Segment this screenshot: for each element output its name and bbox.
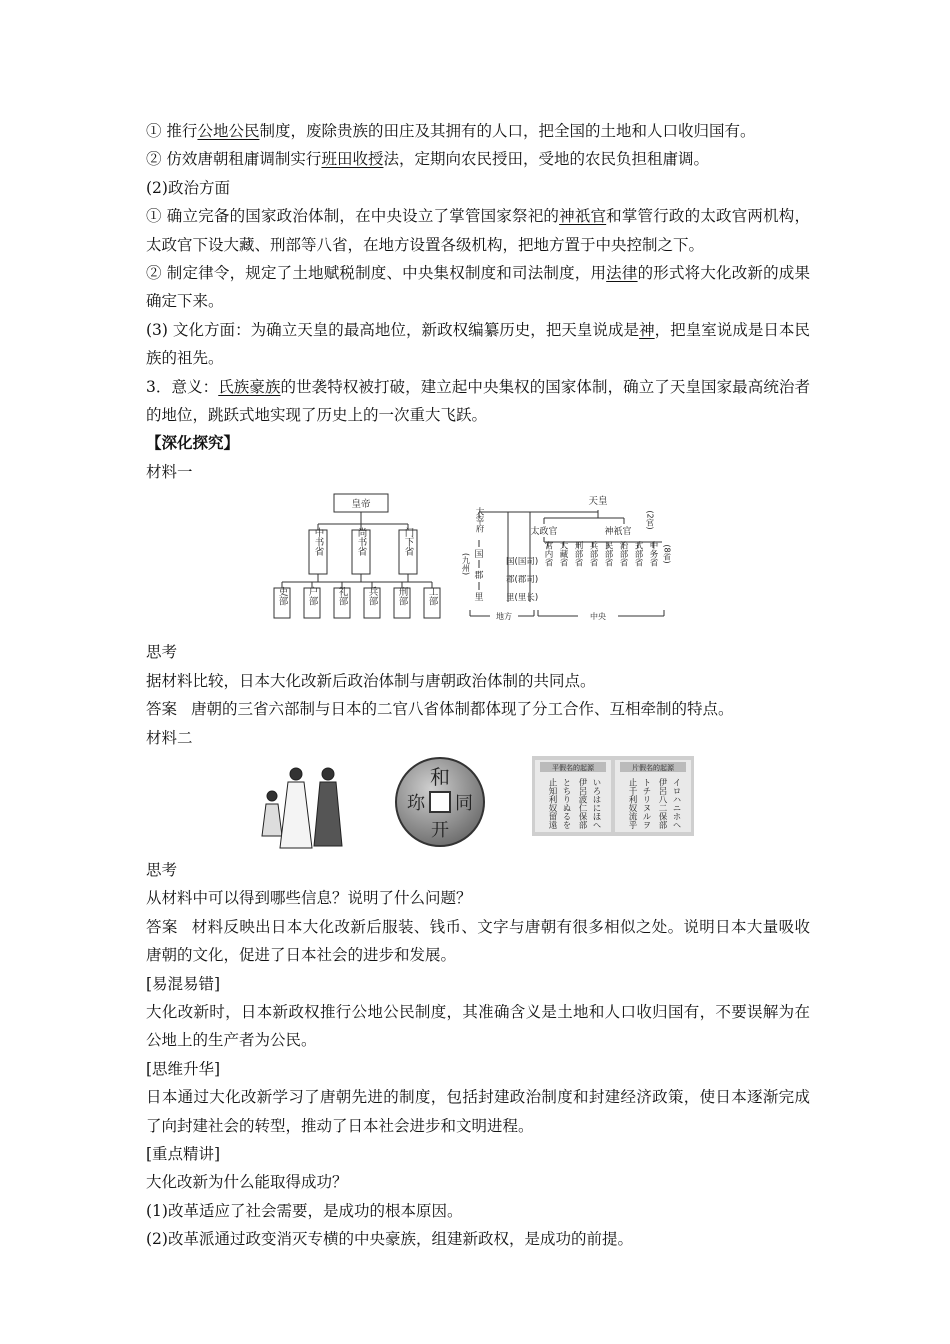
- material-1-title: 材料一: [146, 462, 193, 481]
- japan-sheng: 治部省: [618, 541, 628, 568]
- tang-emperor: 皇帝: [351, 499, 371, 511]
- japan-guo2: 国(国司): [506, 557, 539, 568]
- material-2-title: 材料二: [146, 728, 193, 747]
- japan-emperor: 天皇: [588, 496, 608, 508]
- japan-jun2: 郡(郡司): [506, 575, 539, 586]
- tang-sheng: 门下省: [402, 528, 414, 557]
- coin-char: 同: [455, 792, 473, 814]
- japan-two-guan: (2官): [645, 510, 655, 530]
- tang-sheng: 中书省: [312, 528, 324, 557]
- tang-sheng: 尚书省: [355, 528, 367, 557]
- think-1-question: 据材料比较，日本大化改新后政治体制与唐朝政治体制的共同点。: [146, 671, 596, 690]
- underlined-term: 法律: [606, 264, 638, 283]
- kana-column: 止知利奴留遠: [547, 777, 557, 829]
- japan-li: 里: [474, 593, 484, 604]
- para-equal-field: ② 仿效唐朝租庸调制实行班田收授法，定期向农民授田，受地的农民负担租庸调。: [146, 150, 709, 169]
- section-title-confusion: [易混易错]: [146, 974, 221, 993]
- section-title-key-points: [重点精讲]: [146, 1144, 221, 1163]
- japan-sheng: 中务省: [648, 541, 658, 568]
- confusion-text: 大化改新时，日本新政权推行公地公民制度，其准确含义是土地和人口收归国有，不要误解为在公地上的生产者为公民。: [146, 1002, 810, 1050]
- japan-dazaifu: 大宰府: [474, 507, 484, 534]
- japan-guo: 国: [474, 550, 484, 561]
- para-laws: ② 制定律令，规定了土地赋税制度、中央集权制度和司法制度，用法律的形式将大化改新的成果确定下来。: [146, 264, 810, 311]
- japan-guan: 神祇官: [604, 527, 632, 538]
- key-point-2: (2)改革派通过政变消灭专横的中央豪族，组建新政权，是成功的前提。: [146, 1230, 633, 1249]
- japan-zhongyang: 中央: [590, 612, 606, 622]
- kana-column: トチリヌルヲ: [641, 777, 651, 829]
- japan-sheng: 大藏省: [558, 541, 568, 568]
- para-land-system: ① 推行公地公民制度，废除贵族的田庄及其拥有的人口，把全国的土地和人口收归国有。: [146, 122, 756, 140]
- japan-eight-sheng: (8省): [662, 544, 672, 564]
- think-2-answer: 答案 材料反映出日本大化改新后服装、钱币、文字与唐朝有很多相似之处。说明日本大量吸收唐朝的文化，促进了日本社会的进步和发展。: [146, 917, 810, 965]
- underlined-term: 氏族豪族: [218, 377, 281, 396]
- japan-jun: 郡: [474, 571, 484, 582]
- tang-style-clothing-figures: [256, 756, 352, 852]
- kana-column: イロハニホヘ: [671, 777, 681, 829]
- japan-difang: 地方: [496, 612, 512, 622]
- japan-kyushu: (九州): [461, 553, 471, 576]
- underlined-term: 神祇官: [559, 207, 607, 226]
- tang-bu: 礼部: [336, 586, 348, 606]
- document-page: [146, 117, 810, 1254]
- section-title-deep: 【深化探究】: [146, 433, 240, 453]
- japan-sheng: 宫内省: [543, 541, 553, 568]
- key-points-question: 大化改新为什么能取得成功？: [146, 1173, 348, 1192]
- government-structure-diagram: [272, 492, 672, 632]
- japan-sheng: 民部省: [603, 541, 613, 568]
- coin-char: 开: [431, 819, 449, 841]
- underlined-term: 神: [639, 320, 655, 339]
- wadokaichin-coin: [392, 754, 488, 850]
- coin-char: 珎: [407, 792, 425, 814]
- think-1-answer: 答案 唐朝的三省六部制与日本的二官八省体制都体现了分工合作、互相牵制的特点。: [146, 700, 734, 719]
- kana-right-title: 片假名的起源: [632, 763, 674, 772]
- tang-bu: 兵部: [366, 586, 378, 606]
- section-title-thinking: [思维升华]: [146, 1059, 221, 1078]
- kana-origin-chart: [532, 756, 694, 836]
- japan-sheng: 兵部省: [588, 541, 598, 568]
- tang-bu: 户部: [306, 586, 318, 606]
- heading-politics: (2)政治方面: [146, 178, 230, 197]
- coin-char: 和: [430, 764, 450, 789]
- japan-li2: 里(里长): [506, 593, 539, 604]
- para-significance: 3．意义：氏族豪族的世袭特权被打破，建立起中央集权的国家体制，确立了天皇国家最高统治者的地位，跳跃式地实现了历史上的一次重大飞跃。: [146, 377, 810, 425]
- tang-bu: 刑部: [396, 586, 408, 606]
- material-2-images: [146, 754, 810, 854]
- tang-bu: 工部: [426, 586, 438, 606]
- kana-column: とちりぬるを: [561, 777, 571, 829]
- thinking-text: 日本通过大化改新学习了唐朝先进的制度，包括封建政治制度和封建经济政策，使日本逐渐完成了向封建社会的转型，推动了日本社会进步和文明进程。: [146, 1088, 810, 1135]
- japan-sheng: 式部省: [633, 541, 643, 568]
- japan-guan: 太政官: [530, 527, 558, 538]
- para-culture: (3) 文化方面：为确立天皇的最高地位，新政权编纂历史，把天皇说成是神，把皇室说成是日本民族的祖先。: [146, 320, 810, 368]
- key-point-1: (1)改革适应了社会需要，是成功的根本原因。: [146, 1201, 463, 1220]
- kana-left-title: 平假名的起源: [552, 763, 594, 772]
- kana-column: 伊呂八二保部: [657, 777, 667, 829]
- underlined-term: 班田收授: [321, 150, 384, 169]
- japan-sheng: 刑部省: [573, 541, 583, 568]
- kana-column: 止千利奴流乎: [627, 777, 637, 829]
- tang-bu: 吏部: [276, 586, 288, 606]
- underlined-term: 公地公民: [197, 122, 260, 140]
- kana-column: いろはにほへ: [591, 777, 601, 829]
- para-government-system: ① 确立完备的国家政治体制，在中央设立了掌管国家祭祀的神祇官和掌管行政的太政官两机构，太政官下设大藏、刑部等八省，在地方设置各级机构，把地方置于中央控制之下。: [146, 207, 810, 254]
- think-2-title: 思考: [146, 860, 178, 879]
- think-1-title: 思考: [146, 643, 178, 662]
- think-2-question: 从材料中可以得到哪些信息？说明了什么问题？: [146, 889, 472, 908]
- kana-column: 伊呂波仁保部: [577, 777, 587, 829]
